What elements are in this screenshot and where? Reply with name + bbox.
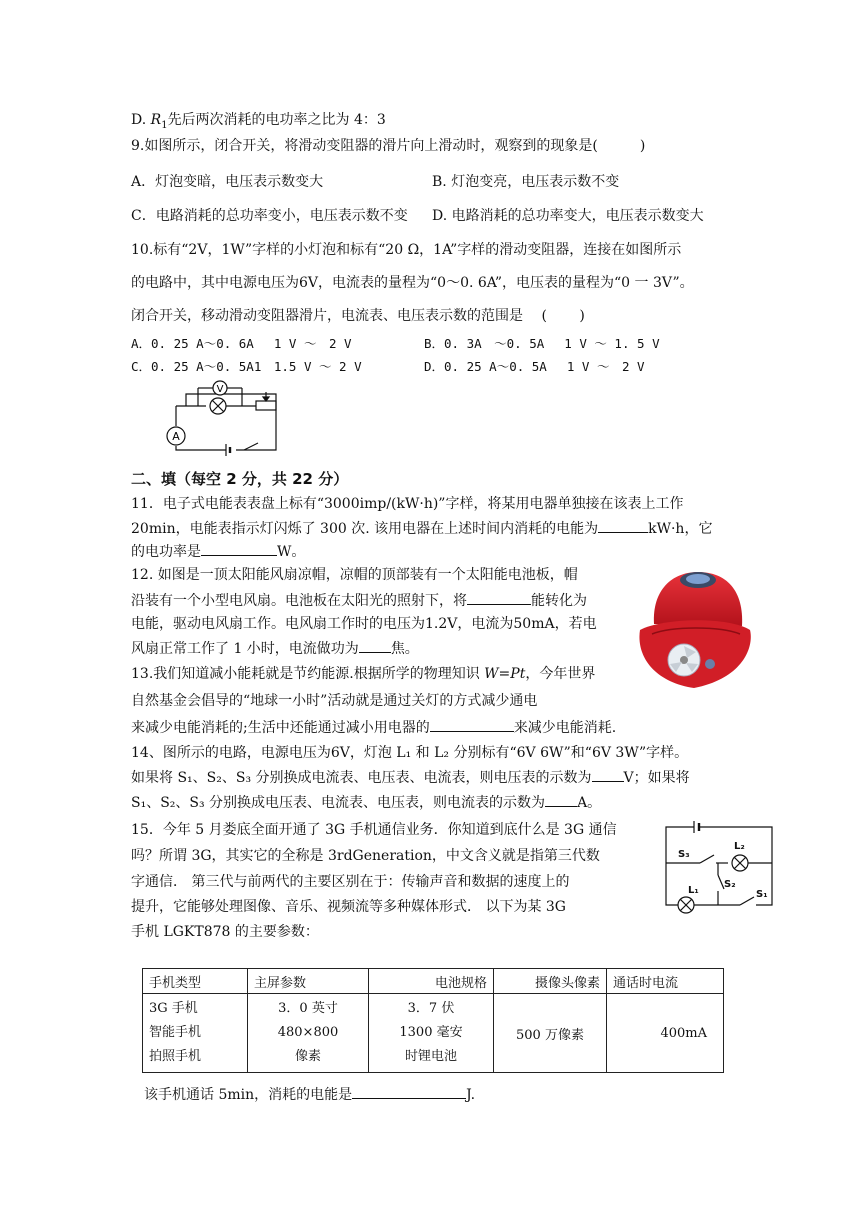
table-header-cell: 摄像头像素 bbox=[494, 969, 607, 994]
q10-option-b: B．0. 3A ～0. 5A 1 V ～ 1. 5 V bbox=[424, 336, 660, 351]
q9-stem: 9.如图所示，闭合开关，将滑动变阻器的滑片向上滑动时，观察到的现象是( ) bbox=[131, 138, 646, 154]
q14-blank-2[interactable] bbox=[545, 792, 577, 807]
table-cell-camera: 500 万像素 bbox=[494, 994, 607, 1073]
table-cell-phone-type: 3G 手机 智能手机 拍照手机 bbox=[143, 994, 248, 1073]
q9-option-a: A．灯泡变暗，电压表示数变大 bbox=[131, 174, 324, 190]
q9-option-d: D. 电路消耗的总功率变大，电压表示数变大 bbox=[432, 208, 704, 224]
q10-line2: 的电路中，其中电源电压为6V，电流表的量程为“0～0. 6A”，电压表的量程为“0 一 3V”。 bbox=[131, 275, 694, 291]
q15-line4: 提升，它能够处理图像、音乐、视频流等多种媒体形式． 以下为某 3G bbox=[131, 899, 566, 915]
q11-line2: 20min，电能表指示灯闪烁了 300 次. 该用电器在上述时间内消耗的电能为 kW·h，它 bbox=[131, 518, 712, 539]
q9-option-b: B. 灯泡变亮，电压表示数不变 bbox=[432, 174, 620, 190]
q8-option-d: D. $R_1$先后两次消耗的电功率之比为 4：3 bbox=[131, 112, 386, 131]
q15-blank[interactable] bbox=[352, 1084, 466, 1099]
table-cell-battery: 3．7 伏 1300 毫安 时锂电池 bbox=[369, 994, 494, 1073]
q10-circuit-diagram bbox=[158, 378, 298, 462]
table-header-cell: 主屏参数 bbox=[248, 969, 369, 994]
q11-line1: 11．电子式电能表表盘上标有“3000imp/(kW·h)”字样，将某用电器单独接在该表上工作 bbox=[131, 496, 684, 512]
q14-line1: 14、图所示的电路，电源电压为6V，灯泡 L₁ 和 L₂ 分别标有“6V 6W”和“6V 3W”字样。 bbox=[131, 745, 689, 761]
q14-s1-label: S₁ bbox=[756, 889, 768, 900]
q9-option-c: C．电路消耗的总功率变小，电压表示数不变 bbox=[131, 208, 408, 224]
table-header-cell: 通话时电流 bbox=[607, 969, 724, 994]
q14-s3-label: S₃ bbox=[678, 849, 690, 860]
q12-line2: 沿装有一个小型电风扇。电池板在太阳光的照射下，将 能转化为 bbox=[131, 590, 587, 611]
solar-fan-hat-image bbox=[632, 560, 756, 692]
table-row bbox=[143, 994, 724, 1073]
q10-option-a: A．0. 25 A～0. 6A 1 V ～ 2 V bbox=[131, 336, 352, 351]
q12-blank-1[interactable] bbox=[467, 590, 531, 605]
q11-blank-1[interactable] bbox=[598, 518, 648, 533]
q14-line3: S₁、S₂、S₃ 分别换成电压表、电流表、电压表，则电流表的示数为 A。 bbox=[131, 792, 601, 813]
q15-line1: 15．今年 5 月娄底全面开通了 3G 手机通信业务．你知道到底什么是 3G 通信 bbox=[131, 822, 617, 838]
q11-blank-2[interactable] bbox=[201, 541, 277, 556]
q15-line3: 字通信． 第三代与前两代的主要区别在于：传输声音和数据的速度上的 bbox=[131, 874, 570, 890]
q12-line1: 12. 如图是一顶太阳能风扇凉帽，凉帽的顶部装有一个太阳能电池板，帽 bbox=[131, 567, 578, 583]
q14-circuit-diagram bbox=[660, 817, 780, 917]
q12-line4: 风扇正常工作了 1 小时，电流做功为 焦。 bbox=[131, 638, 419, 659]
section-2-heading: 二、填（每空 2 分，共 22 分） bbox=[131, 470, 349, 488]
q13-line3: 来减少电能消耗的;生活中还能通过减小用电器的 来减少电能消耗. bbox=[131, 717, 616, 738]
q10-option-c: C．0. 25 A～0. 5A1 1.5 V ～ 2 V bbox=[131, 359, 362, 374]
q14-l1-label: L₁ bbox=[688, 885, 699, 896]
q10-option-d: D．0. 25 A～0. 5A 1 V ～ 2 V bbox=[424, 359, 645, 374]
q11-line3: 的电功率是 W。 bbox=[131, 541, 305, 562]
table-cell-screen: 3．0 英寸 480×800 像素 bbox=[248, 994, 369, 1073]
q10-line3: 闭合开关，移动滑动变阻器滑片，电流表、电压表示数的范围是 ( ) bbox=[131, 308, 585, 324]
table-header-row bbox=[143, 969, 724, 994]
q15-tail: 该手机通话 5min，消耗的电能是 J. bbox=[144, 1084, 475, 1105]
q13-blank[interactable] bbox=[430, 717, 514, 732]
table-cell-current: 400mA bbox=[607, 994, 724, 1073]
phone-spec-table bbox=[142, 968, 724, 1073]
q10-line1: 10.标有“2V，1W”字样的小灯泡和标有“20 Ω，1A”字样的滑动变阻器，连接在如图所示 bbox=[131, 242, 682, 258]
q13-line2: 自然基金会倡导的“地球一小时”活动就是通过关灯的方式减少通电 bbox=[131, 693, 538, 709]
q14-line2: 如果将 S₁、S₂、S₃ 分别换成电流表、电压表、电流表，则电压表的示数为 V；如果将 bbox=[131, 767, 690, 788]
q15-line2: 吗？所谓 3G，其实它的全称是 3rdGeneration，中文含义就是指第三代数 bbox=[131, 848, 600, 864]
q15-line5: 手机 LGKT878 的主要参数： bbox=[131, 924, 319, 940]
q13-line1: 13.我们知道减小能耗就是节约能源.根据所学的物理知识 W=Pt，今年世界 bbox=[131, 666, 596, 682]
table-header-cell: 电池规格 bbox=[369, 969, 494, 994]
q10-voltmeter-label: V bbox=[216, 384, 224, 395]
q14-blank-1[interactable] bbox=[592, 767, 624, 782]
q10-ammeter-label: A bbox=[172, 430, 180, 443]
q12-line3: 电能，驱动电风扇工作。电风扇工作时的电压为1.2V，电流为50mA，若电 bbox=[131, 616, 597, 632]
q14-s2-label: S₂ bbox=[724, 879, 736, 890]
q14-l2-label: L₂ bbox=[734, 841, 745, 852]
table-header-cell: 手机类型 bbox=[143, 969, 248, 994]
q12-blank-2[interactable] bbox=[359, 638, 391, 653]
